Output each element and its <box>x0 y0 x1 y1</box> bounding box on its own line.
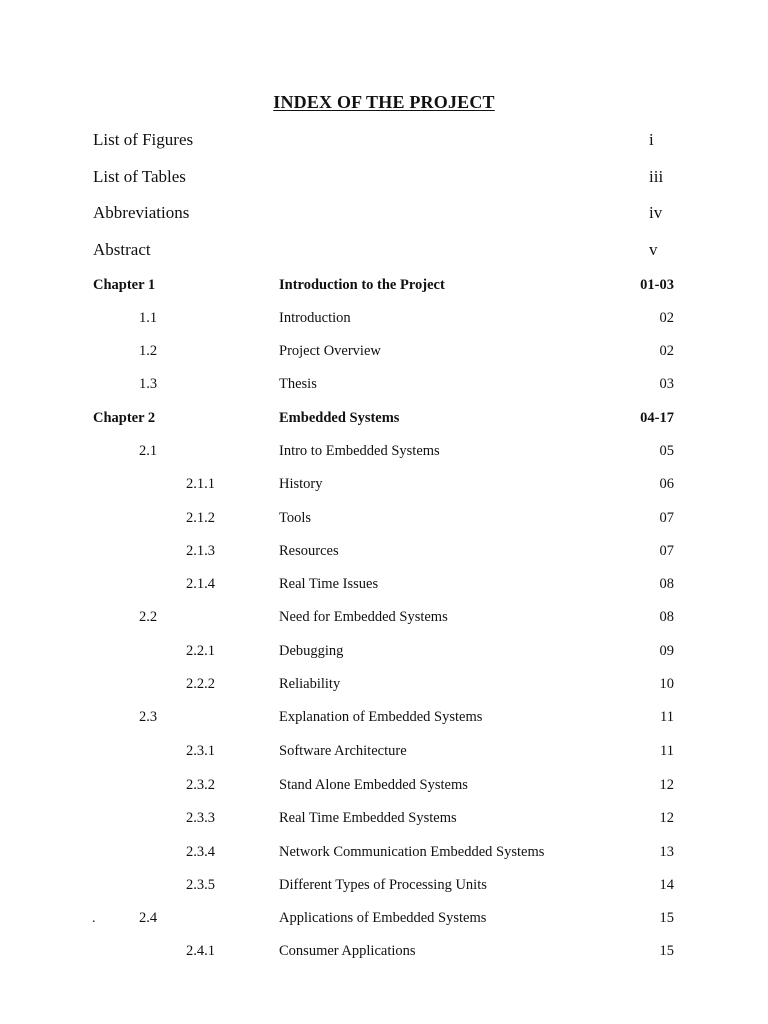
toc-section-row <box>0 910 768 934</box>
toc-title: Explanation of Embedded Systems <box>279 709 483 725</box>
toc-number: 1.1 <box>139 310 158 326</box>
toc-number: 2.3.5 <box>186 877 215 893</box>
toc-subsection-row <box>0 810 768 834</box>
toc-title: Software Architecture <box>279 743 407 759</box>
toc-page: 11 <box>660 709 674 725</box>
toc-page: 07 <box>659 543 674 559</box>
toc-page: 15 <box>659 943 674 959</box>
toc-number: Chapter 1 <box>93 277 156 293</box>
toc-subsection-row <box>0 943 768 967</box>
toc-number: 2.2 <box>139 609 158 625</box>
toc-subsection-row <box>0 844 768 868</box>
toc-title: Network Communication Embedded Systems <box>279 844 545 860</box>
toc-subsection-row <box>0 777 768 801</box>
toc-title: Applications of Embedded Systems <box>279 910 487 926</box>
toc-number: 2.2.2 <box>186 676 215 692</box>
toc-number: 2.3.4 <box>186 844 215 860</box>
stray-mark: . <box>92 911 96 926</box>
toc-title: Different Types of Processing Units <box>279 877 487 893</box>
toc-page: 06 <box>659 476 674 492</box>
front-matter-page: iii <box>649 167 664 186</box>
toc-number: 2.3.2 <box>186 777 215 793</box>
toc-title: Stand Alone Embedded Systems <box>279 777 468 793</box>
front-matter-item <box>93 167 693 195</box>
page-title: INDEX OF THE PROJECT <box>273 92 495 112</box>
toc-subsection-row <box>0 476 768 500</box>
toc-chapter-row <box>0 277 768 301</box>
toc-subsection-row <box>0 676 768 700</box>
toc-page: 12 <box>659 810 674 826</box>
toc-title: Project Overview <box>279 343 381 359</box>
toc-title: Thesis <box>279 376 317 392</box>
toc-page: 02 <box>659 310 674 326</box>
front-matter-item <box>93 130 693 158</box>
toc-subsection-row <box>0 576 768 600</box>
front-matter-label: List of Tables <box>93 167 186 186</box>
front-matter-page: iv <box>649 203 663 222</box>
toc-page: 07 <box>659 510 674 526</box>
toc-number: 2.4 <box>139 910 158 926</box>
toc-number: 2.1.2 <box>186 510 215 526</box>
toc-page: 15 <box>659 910 674 926</box>
toc-section-row <box>0 709 768 733</box>
toc-section-row <box>0 310 768 334</box>
toc-page: 05 <box>659 443 674 459</box>
toc-title: Real Time Embedded Systems <box>279 810 457 826</box>
toc-section-row <box>0 376 768 400</box>
toc-title: Consumer Applications <box>279 943 416 959</box>
toc-title: Resources <box>279 543 339 559</box>
toc-page: 08 <box>659 576 674 592</box>
toc-page: 11 <box>660 743 674 759</box>
toc-section-row <box>0 443 768 467</box>
toc-page: 13 <box>659 844 674 860</box>
toc-subsection-row <box>0 743 768 767</box>
toc-number: 2.1.3 <box>186 543 215 559</box>
front-matter-label: Abbreviations <box>93 203 190 222</box>
toc-title: Debugging <box>279 643 344 659</box>
toc-title: Need for Embedded Systems <box>279 609 448 625</box>
toc-page: 09 <box>659 643 674 659</box>
toc-section-row <box>0 609 768 633</box>
toc-number: 2.3.1 <box>186 743 215 759</box>
front-matter-label: List of Figures <box>93 130 194 149</box>
toc-subsection-row <box>0 510 768 534</box>
front-matter-item <box>93 240 693 268</box>
toc-number: 1.2 <box>139 343 158 359</box>
toc-section-row <box>0 343 768 367</box>
toc-title: Embedded Systems <box>279 410 400 426</box>
toc-title: Intro to Embedded Systems <box>279 443 440 459</box>
toc-subsection-row <box>0 877 768 901</box>
toc-number: 2.4.1 <box>186 943 215 959</box>
toc-page: 10 <box>659 676 674 692</box>
toc-title: Tools <box>279 510 312 526</box>
toc-page: 03 <box>659 376 674 392</box>
toc-title: Introduction to the Project <box>279 277 445 293</box>
toc-number: 2.1.1 <box>186 476 215 492</box>
toc-number: 2.1 <box>139 443 158 459</box>
toc-number: 2.3.3 <box>186 810 215 826</box>
front-matter-item <box>93 203 693 231</box>
toc-title: Introduction <box>279 310 351 326</box>
toc-page: 14 <box>659 877 674 893</box>
toc-page: 01-03 <box>640 277 674 293</box>
toc-title: Real Time Issues <box>279 576 379 592</box>
toc-title: History <box>279 476 323 492</box>
toc-page: 04-17 <box>640 410 674 426</box>
front-matter-page: v <box>649 240 658 259</box>
toc-number: 2.1.4 <box>186 576 215 592</box>
toc-subsection-row <box>0 643 768 667</box>
toc-chapter-row <box>0 410 768 434</box>
toc-subsection-row <box>0 543 768 567</box>
toc-page: 02 <box>659 343 674 359</box>
toc-number: Chapter 2 <box>93 410 156 426</box>
toc-number: 2.3 <box>139 709 158 725</box>
toc-number: 2.2.1 <box>186 643 215 659</box>
front-matter-label: Abstract <box>93 240 151 259</box>
toc-page: 08 <box>659 609 674 625</box>
toc-page: 12 <box>659 777 674 793</box>
toc-number: 1.3 <box>139 376 158 392</box>
front-matter-page: i <box>649 130 654 149</box>
toc-title: Reliability <box>279 676 341 692</box>
